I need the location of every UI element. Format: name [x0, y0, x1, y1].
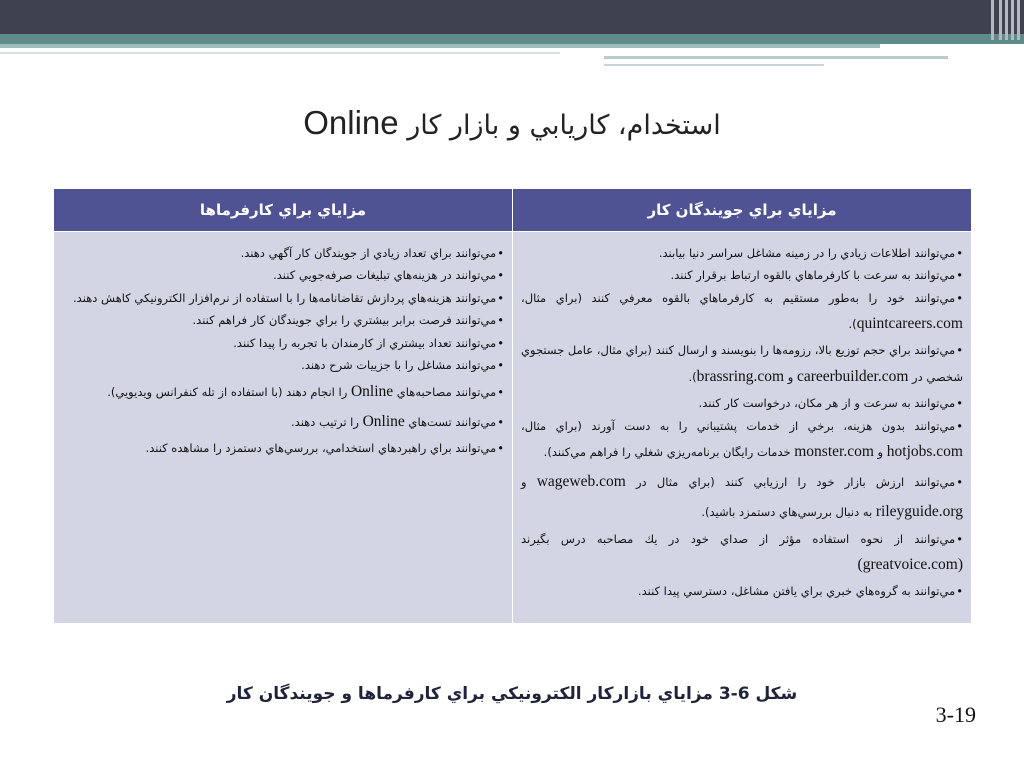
header-employers: مزاياي براي كارفرماها [54, 189, 513, 232]
list-item-text: و [521, 475, 537, 490]
list-item-text: مي‌توانند براي تعداد زيادي از جويندگان كار آگهي دهند. [240, 246, 497, 260]
list-item-text: hotjobs.com [886, 442, 963, 460]
list-item-text: خدمات رايگان برنامه‌ريزي شغلي را فراهم مي‌كنند). [543, 444, 795, 459]
figure-caption: شكل 6-3 مزاياي بازاركار الكترونيكي براي كارفرماها و جويندگان كار [226, 684, 798, 704]
teal-band-light [0, 44, 880, 48]
list-item-text: rileyguide.org [875, 503, 963, 521]
list-item [521, 392, 963, 414]
list-item-text: مي‌توانند ارزش بازار خود را ارزيابي كنند (براي مثال در [625, 475, 956, 490]
teal-band [0, 34, 1024, 44]
list-item [62, 242, 504, 264]
list-item-text: را انجام دهند (با استفاده از تله كنفرانس ويديويي). [107, 384, 351, 399]
list-item-text: به دنبال بررسي‌هاي دستمزد باشيد). [701, 505, 876, 520]
list-item-text: مي‌توانند فرصت برابر بيشتري را براي جويندگان كار فراهم كنند. [192, 313, 497, 328]
list-item [62, 437, 504, 459]
list-item [62, 354, 504, 376]
list-item [62, 264, 504, 286]
list-item [521, 415, 963, 468]
list-item [62, 309, 504, 331]
job-seekers-list [521, 242, 963, 603]
list-item [521, 287, 963, 340]
list-item [62, 332, 504, 354]
corner-decoration [984, 0, 1024, 48]
list-item [62, 287, 504, 309]
list-item-text: مي‌توانند براي راهبردهاي استخدامي، بررسي‌هاي دستمزد را مشاهده كنند. [145, 440, 497, 455]
title-text: استخدام، كاريابي و بازار كار [407, 110, 721, 141]
list-item-text: (greatvoice.com) [857, 556, 963, 574]
employers-cell [54, 232, 513, 624]
list-item-text: مي‌توانند هزينه‌هاي پردازش تقاضانامه‌ها را با استفاده از نرم‌افزار الكترونيكي كاهش دهند. [73, 290, 497, 305]
list-item-text: مي‌توانند تست‌هاي [404, 414, 497, 429]
list-item-text: monster.com [794, 442, 874, 460]
list-item-text: مي‌توانند به سرعت با كارفرماهاي بالقوه ارتباط برقرار كنند. [670, 268, 956, 283]
list-item-text: مي‌توانند براي حجم توزيع بالا، رزومه‌ها را بنويسند و ارسال كنند (براي مثال، عامل جستجوي شخصي در [521, 343, 963, 384]
list-item-text: مي‌توانند مصاحبه‌هاي [393, 384, 497, 399]
list-item [62, 377, 504, 407]
list-item [62, 407, 504, 437]
list-item-text: مي‌توانند به سرعت و از هر مكان، درخواست كار كنند. [698, 396, 956, 411]
slide-title [0, 104, 1024, 142]
list-item-text: مي‌توانند مشاغل را با جزييات شرح دهند. [301, 358, 497, 373]
list-item-text: مي‌توانند در هزينه‌هاي تبليغات صرفه‌جويي كنند. [273, 268, 497, 283]
list-item-text: و [873, 444, 887, 459]
list-item-text: مي‌توانند اطلاعات زيادي را در زمينه مشاغل سراسر دنيا بيابند. [658, 246, 956, 260]
decor-line [604, 56, 948, 59]
list-item [521, 242, 963, 264]
list-item-text: و [784, 369, 797, 384]
header-job-seekers: مزاياي براي جويندگان كار [513, 189, 972, 232]
list-item-text: quintcareers.com [856, 315, 963, 333]
top-band [0, 0, 1024, 34]
list-item [521, 580, 963, 602]
page-number: 3-19 [935, 702, 976, 727]
list-item [521, 528, 963, 581]
list-item [521, 467, 963, 527]
list-item-text: مي‌توانند از نحوه استفاده مؤثر از صداي خود در يك مصاحبه درس بگيرند [521, 531, 956, 546]
list-item [521, 264, 963, 286]
list-item-text: را ترتيب دهند. [291, 414, 363, 429]
title-latin: Online [303, 104, 399, 141]
list-item-text: Online [362, 412, 405, 430]
decor-line [0, 52, 560, 54]
job-seekers-cell [513, 232, 972, 624]
list-item-text: ). [848, 317, 857, 332]
advantages-table [53, 188, 972, 624]
list-item-text: Online [350, 382, 394, 400]
employers-list [62, 242, 504, 459]
list-item-text: ). [688, 369, 697, 384]
list-item [521, 339, 963, 392]
list-item-text: مي‌توانند خود را به‌طور مستقيم به كارفرماهاي بالقوه معرفي كنند (براي مثال، [521, 290, 956, 305]
list-item-text: brassring.com [696, 367, 785, 385]
decor-line [604, 64, 824, 66]
list-item-text: مي‌توانند تعداد بيشتري از كارمندان با تجربه را پيدا كنند. [233, 335, 497, 350]
list-item-text: مي‌توانند بدون هزينه، برخي از خدمات پشتيباني را به دست آورند (براي مثال، [521, 418, 956, 433]
list-item-text: مي‌توانند به گروه‌هاي خبري براي يافتن مشاغل، دسترسي پيدا كنند. [637, 584, 956, 599]
list-item-text: careerbuilder.com [796, 367, 909, 385]
list-item-text: wageweb.com [536, 473, 626, 491]
